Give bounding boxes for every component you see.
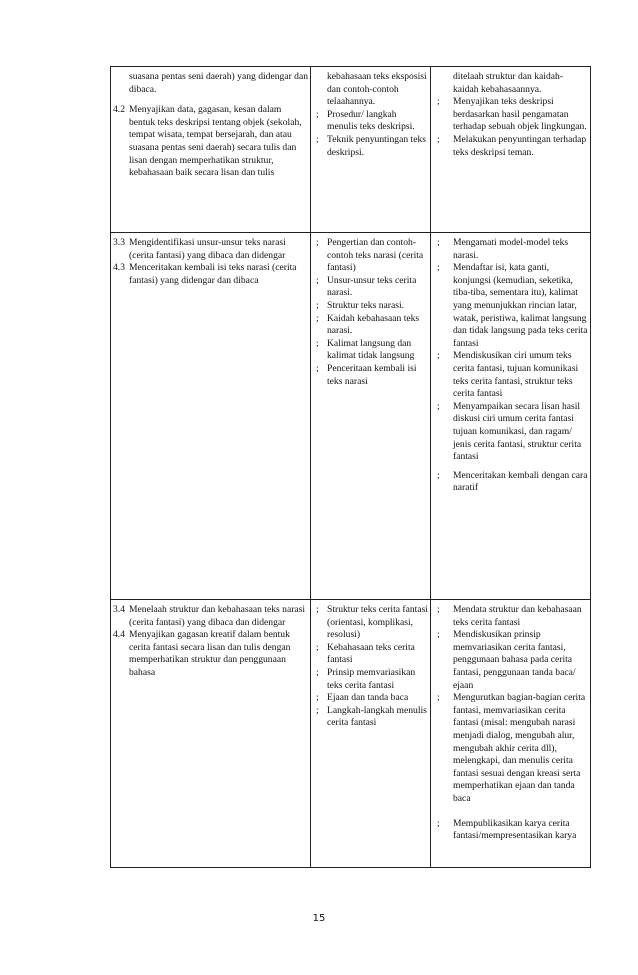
competency-code: 3.3 — [113, 237, 125, 248]
bullet-marker: ; — [316, 337, 319, 349]
material-text: kebahasaan teks eksposisi dan contoh-contoh telaahannya. — [327, 71, 427, 108]
table-row — [111, 67, 591, 233]
activity-item — [433, 262, 588, 350]
table-row — [111, 600, 591, 868]
activity-text: Mendiskusikan prinsip memvariasikan cerita fantasi, penggunaan bahasa pada cerita fantasi, penggunaan tanda baca/ ejaan — [453, 629, 576, 691]
activity-item — [433, 818, 588, 843]
competency-cell — [111, 600, 311, 868]
material-text: Kebahasaan teks cerita fantasi — [327, 641, 415, 666]
competency-item — [113, 104, 308, 180]
competency-text: Menelaah struktur dan kebahasaan teks narasi (cerita fantasi) yang dibaca dan didengar — [129, 604, 306, 628]
competency-cell — [111, 67, 311, 233]
competency-item — [113, 237, 308, 262]
material-text: Langkah-langkah menulis cerita fantasi — [327, 704, 427, 729]
material-item — [313, 71, 428, 109]
bullet-marker: ; — [437, 400, 440, 412]
competency-item — [113, 71, 308, 96]
bullet-marker: ; — [437, 237, 440, 248]
page-number: 15 — [312, 913, 326, 924]
competency-item — [113, 262, 308, 287]
bullet-marker: ; — [316, 299, 319, 311]
activity-cell — [431, 600, 591, 868]
curriculum-table — [110, 66, 591, 868]
bullet-marker: ; — [316, 362, 319, 374]
activity-text: Mengamati model-model teks narasi. — [453, 237, 569, 261]
bullet-marker: ; — [316, 312, 319, 324]
competency-text: Mengidentifikasi unsur-unsur teks narasi (cerita fantasi) yang dibaca dan didengar — [129, 237, 286, 261]
activity-item — [433, 629, 588, 692]
bullet-marker: ; — [437, 133, 440, 145]
competency-code: 4.2 — [113, 104, 125, 116]
material-cell — [311, 600, 431, 868]
activity-item — [433, 604, 588, 629]
material-item — [313, 134, 428, 159]
bullet-marker: ; — [316, 692, 319, 704]
activity-text: Mengurutkan bagian-bagian cerita fantasi, memvariasikan cerita fantasi (misal: mengubah narasi menjadi dialog, mengubah alur, mengubah akhir cerita dll), melengkapi, dan menulis cerita fantasi sesuai dengan kreasi serta memperhatikan ejaan dan tanda baca — [453, 692, 586, 804]
material-item — [313, 705, 428, 730]
activity-text: Menyampaikan secara lisan hasil diskusi ciri umum cerita fantasi tujuan komunikasi, dan ragam/ jenis cerita fantasi, struktur cerita fantasi — [453, 400, 582, 463]
competency-item — [113, 604, 308, 629]
bullet-marker: ; — [316, 274, 319, 286]
activity-text: Mendiskusikan ciri umum teks cerita fantasi, tujuan komunikasi teks cerita fantasi, struktur teks cerita fantasi — [453, 350, 579, 400]
competency-item — [113, 629, 308, 679]
material-item — [313, 642, 428, 667]
material-item — [313, 692, 428, 705]
material-item — [313, 237, 428, 275]
competency-text: Menceritakan kembali isi teks narasi (cerita fantasi) yang didengar dan dibaca — [129, 262, 297, 286]
material-text: Kaidah kebahasaan teks narasi. — [327, 312, 420, 337]
bullet-marker: ; — [316, 604, 319, 615]
competency-text: suasana pentas seni daerah) yang didengar dan dibaca. — [129, 71, 309, 95]
material-item — [313, 667, 428, 692]
activity-item — [433, 470, 588, 495]
material-cell — [311, 67, 431, 233]
material-text: Prinsip memvariasikan teks cerita fantasi — [327, 666, 416, 691]
material-text: Unsur-unsur teks cerita narasi. — [327, 274, 417, 299]
activity-cell — [431, 67, 591, 233]
material-text: Pengertian dan contoh-contoh teks narasi (cerita fantasi) — [327, 237, 424, 274]
material-text: Struktur teks cerita fantasi (orientasi, komplikasi, resolusi) — [327, 604, 428, 641]
competency-code: 4.4 — [113, 629, 125, 641]
activity-text: Melakukan penyuntingan terhadap teks deskripsi teman. — [453, 133, 587, 158]
activity-text: Mempublikasikan karya cerita fantasi/mempresentasikan karya — [453, 817, 577, 842]
activity-text: ditelaah struktur dan kaidah-kaidah kebahasaannya. — [453, 71, 564, 95]
material-item — [313, 604, 428, 642]
activity-item — [433, 134, 588, 159]
bullet-marker: ; — [437, 629, 440, 641]
bullet-marker: ; — [316, 666, 319, 678]
material-text: Teknik penyuntingan teks deskripsi. — [327, 133, 426, 158]
activity-text: Menyajikan teks deskripsi berdasarkan hasil pengamatan terhadap sebuah objek lingkungan. — [453, 96, 587, 133]
activity-cell — [431, 233, 591, 600]
bullet-marker: ; — [437, 262, 440, 274]
material-item — [313, 275, 428, 300]
activity-item — [433, 96, 588, 134]
activity-item — [433, 71, 588, 96]
material-item — [313, 338, 428, 363]
bullet-marker: ; — [316, 641, 319, 653]
material-cell — [311, 233, 431, 600]
bullet-marker: ; — [437, 469, 440, 481]
material-text: Ejaan dan tanda baca — [327, 692, 409, 704]
activity-text: Mendaftar isi, kata ganti, konjungsi (kemudian, seketika, tiba-tiba, sementara itu), kalimat yang menunjukkan rincian latar, watak, peristiwa, kalimat langsung dan tidak langsung pada teks cerita fantasi — [453, 262, 588, 349]
bullet-marker: ; — [316, 108, 319, 120]
competency-text: Menyajikan data, gagasan, kesan dalam bentuk teks deskripsi tentang objek (sekolah, tempat wisata, tempat bersejarah, dan atau suasana pentas seni daerah) secara tulis dan lisan dengan memperhatikan struktur, kebahasaan baik secara lisan dan tulis — [129, 104, 302, 179]
material-text: Penceritaan kembali isi teks narasi — [327, 362, 417, 387]
activity-item — [433, 692, 588, 805]
competency-code: 4.3 — [113, 262, 125, 274]
bullet-marker: ; — [437, 604, 440, 615]
competency-code: 3.4 — [113, 604, 125, 615]
activity-item — [433, 350, 588, 400]
activity-text: Mendata struktur dan kebahasaan teks cerita fantasi — [453, 604, 582, 628]
bullet-marker: ; — [316, 704, 319, 716]
material-text: Prosedur/ langkah menulis teks deskripsi. — [327, 108, 415, 133]
competency-text: Menyajikan gagasan kreatif dalam bentuk cerita fantasi secara lisan dan tulis dengan memperhatikan struktur dan penggunaan bahasa — [129, 629, 291, 678]
activity-text: Menceritakan kembali dengan cara naratif — [453, 469, 588, 494]
material-item — [313, 109, 428, 134]
material-text: Struktur teks narasi. — [327, 299, 405, 311]
activity-item — [433, 237, 588, 262]
bullet-marker: ; — [437, 96, 440, 108]
bullet-marker: ; — [316, 237, 319, 248]
material-item — [313, 300, 428, 313]
bullet-marker: ; — [316, 133, 319, 145]
material-item — [313, 363, 428, 388]
bullet-marker: ; — [437, 350, 440, 362]
table-row — [111, 233, 591, 600]
bullet-marker: ; — [437, 692, 440, 704]
bullet-marker: ; — [437, 817, 440, 829]
material-item — [313, 313, 428, 338]
material-text: Kalimat langsung dan kalimat tidak langsung — [327, 337, 415, 362]
activity-item — [433, 401, 588, 464]
competency-cell — [111, 233, 311, 600]
